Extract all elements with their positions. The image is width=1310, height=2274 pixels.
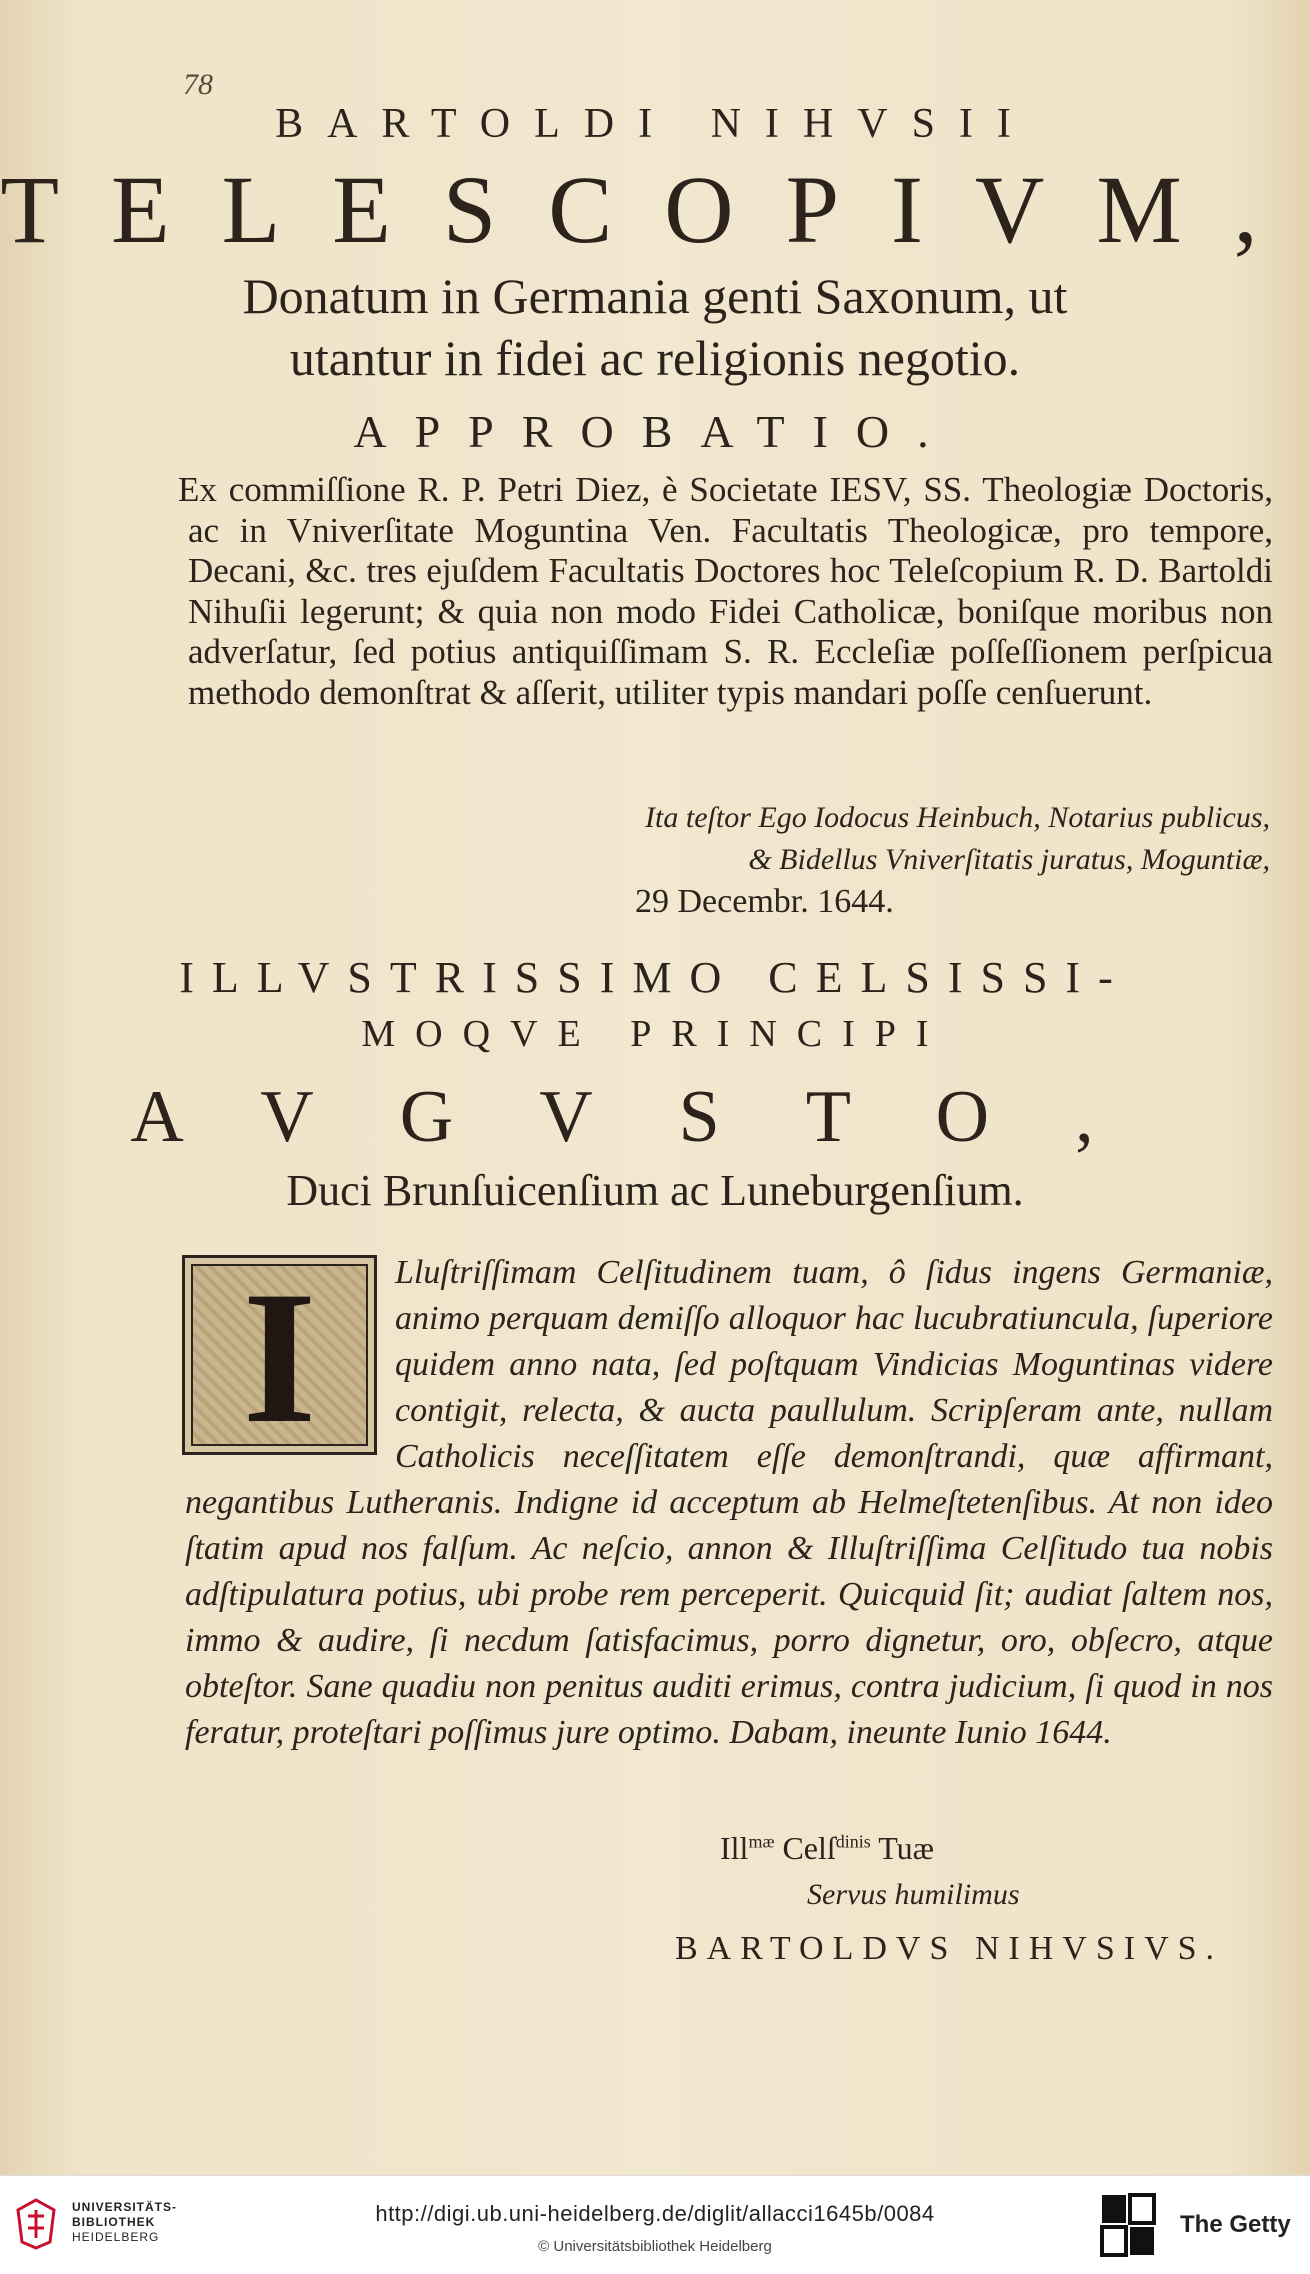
dedication-title: Duci Brunſuicenſium ac Luneburgenſium. (286, 1166, 1024, 1215)
letter-text: Lluſtriſſimam Celſitudinem tuam, ô ſidus ingens Germaniæ, animo perquam demiſſo alloquor hac lucubratiuncula, ſuperiore quidem anno nata, ſed poſtquam Vindicias Moguntinas videre contigit, relecta, & aucta paullulum. Scripſeram ante, nullam Catholicis neceſſitatem eſſe demonſtrandi, quæ affirmant, negantibus Lutheranis. Indigne id acceptum ab Helmeſtetenſibus. At non ideo ſtatim apud nos falſum. Ac neſcio, annon & Illuſtriſſima Celſitudo tua nobis adſtipulatura potius, ubi probe rem perceperit. Quicquid ſit; audiat ſaltem nos, immo & audire, ſi necdum ſatisfacimus, porro dignetur, oro, obſecro, atque obteſtor. Sane quadiu non penitus auditi erimus, contra judicium, ſi quod in nos feratur, proteſtari poſſimus jure optimo. Dabam, ineunte Iunio 1644. (185, 1254, 1273, 1751)
initial-letter: I (242, 1255, 317, 1455)
decorated-initial (182, 1255, 377, 1455)
viewer-footer (0, 2175, 1310, 2274)
subtitle-line-2: utantur in fidei ac religionis negotio. (289, 330, 1021, 386)
dedication-line-2: MOQVE PRINCIPI (361, 1013, 949, 1055)
subtitle-line-1: Donatum in Germania genti Saxonum, ut (242, 268, 1068, 324)
dedication-name: AVGVSTO, (130, 1076, 1180, 1158)
notary-date: 29 Decembr. 1644. (635, 883, 894, 920)
permalink-url[interactable]: http://digi.ub.uni-heidelberg.de/diglit/allacci1645b/0084 (375, 2201, 935, 2226)
closing-cels-sup: dinis (835, 1831, 871, 1852)
notary-line-1: Ita teſtor Ego Iodocus Heinbuch, Notarius publicus, (645, 801, 1270, 834)
institution-line-1: UNIVERSITÄTS- (72, 2200, 178, 2214)
copyright-notice: © Universitätsbibliothek Heidelberg (538, 2238, 772, 2255)
partner-name[interactable]: The Getty (1180, 2211, 1291, 2238)
book-title: TELESCOPIVM, (0, 156, 1310, 263)
closing-ill: Ill (720, 1830, 749, 1866)
author-header: BARTOLDI NIHVSII (275, 101, 1035, 147)
institution-line-2: BIBLIOTHEK (72, 2215, 156, 2229)
institution-line-3: HEIDELBERG (72, 2230, 160, 2244)
closing-tuae: Tuæ (878, 1830, 934, 1866)
closing-signature: BARTOLDVS NIHVSIVS. (675, 1930, 1224, 1967)
notary-attestation (540, 797, 1270, 923)
dedication-line-1: ILLVSTRISSIMO CELSISSI- (179, 953, 1131, 1002)
approbatio-text: Ex commiſſione R. P. Petri Diez, è Societate IESV, SS. Theologiæ Doctoris, ac in Vniverſitate Moguntina Ven. Facultatis Theologicæ, pro tempore, Decani, &c. tres ejuſdem Facultatis Doctores hoc Teleſcopium R. D. Bartoldi Nihuſii legerunt; & quia non modo Fidei Catholicæ, boniſque moribus non adverſatur, ſed potius antiquiſſimam S. R. Eccleſiæ poſſeſſionem perſpicua methodo demonſtrat & aſſerit, utiliter typis mandari poſſe cenſuerunt. (178, 470, 1273, 712)
closing-servus: Servus humilimus (807, 1878, 1020, 1911)
approbatio-heading: APPROBATIO. (353, 406, 957, 457)
closing-cels: Celſ (782, 1830, 836, 1866)
closing-ill-sup: mæ (748, 1831, 775, 1852)
closing-salutation (720, 1830, 934, 1867)
getty-logo-icon (1100, 2193, 1156, 2257)
notary-line-2: & Bidellus Vniverſitatis juratus, Moguntiæ, (748, 843, 1270, 876)
page-number: 78 (183, 68, 213, 101)
subtitle (0, 265, 1310, 389)
